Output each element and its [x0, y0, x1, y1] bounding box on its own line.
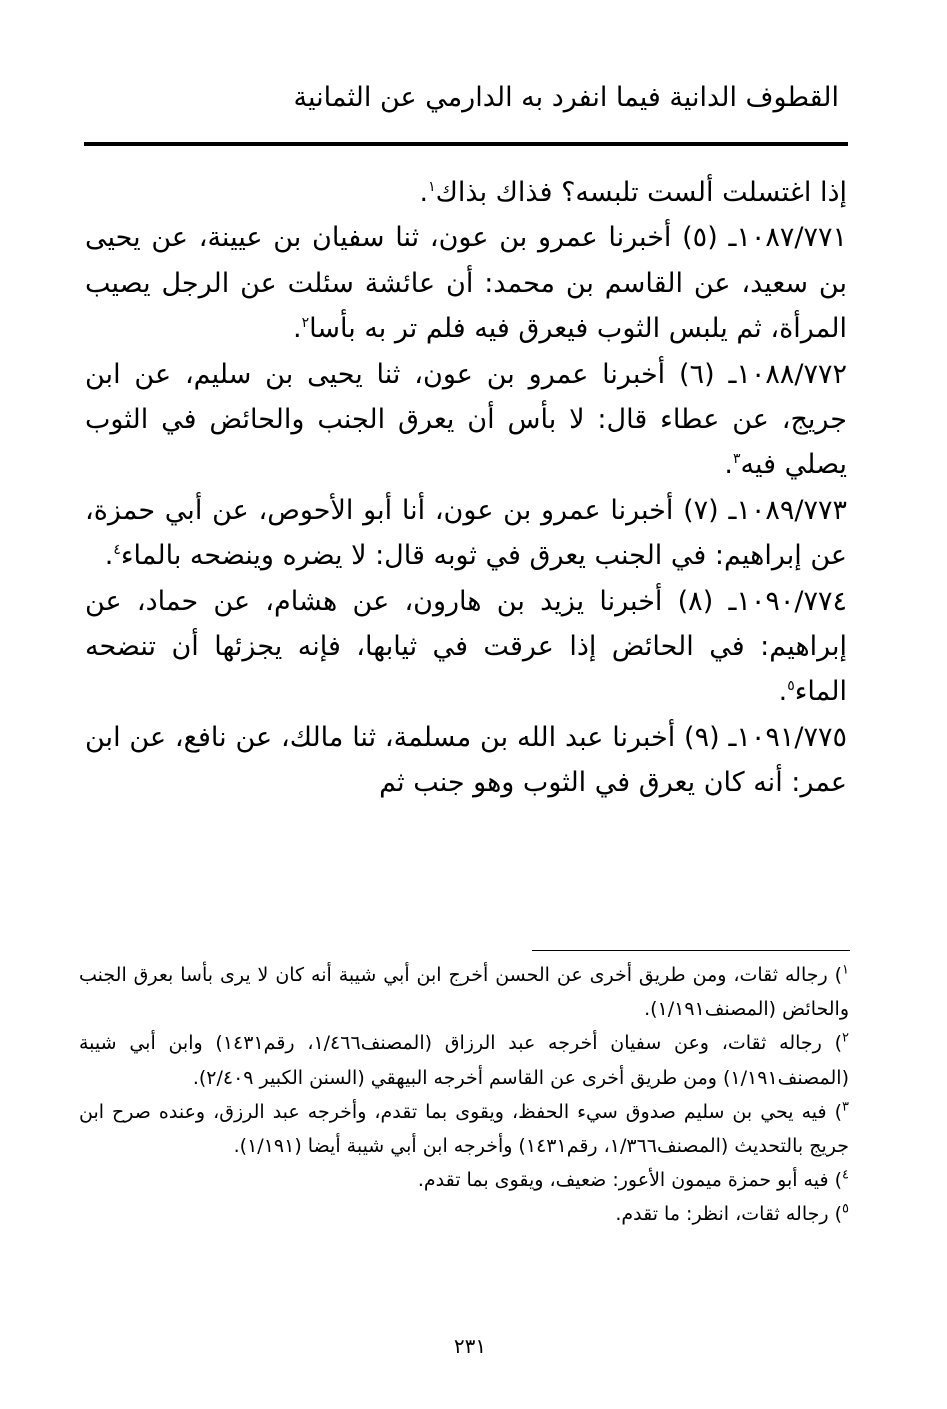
footnote-ref-5: ٥ — [787, 678, 795, 695]
footnote-ref-2: ٢ — [301, 315, 310, 332]
page-number: ٢٣١ — [453, 1334, 487, 1358]
footnote-3: $^٣$) فيه يحي بن سليم صدوق سيء الحفظ، ويقوى بما تقدم، وأخرجه عبد الرزق، وعنده صرح ابن جريج بالتحديث (المصنف١/٣٦٦، رقم١٤٣١) وأخرجه ابن أبي شيبة أيضا (١/١٩١). — [79, 1099, 849, 1158]
footnote-5: $^٥$) رجاله ثقات، انظر: ما تقدم. — [615, 1202, 849, 1226]
hadith-1088: ١٠٨٨/٧٧٢ـ (٦) أخبرنا عمرو بن عون، ثنا يحيى بن سليم، عن ابن جريج، عن عطاء قال: لا بأس أن يعرق الجنب والحائض في الثوب يصلي فيه$^٣$. — [85, 358, 848, 481]
footnote-1: $^١$) رجاله ثقات، ومن طريق أخرى عن الحسن أخرج ابن أبي شيبة أنه كان لا يرى بأسا بعرق الجنب والحائض (المصنف١/١٩١). — [79, 962, 849, 1021]
footnote-2: $^٢$) رجاله ثقات، وعن سفيان أخرجه عبد الرزاق (المصنف١/٤٦٦، رقم١٤٣١) وابن أبي شيبة (المصنف١/١٩١) ومن طريق أخرى عن القاسم أخرجه البيهقي (السنن الكبير ٢/٤٠٩). — [79, 1031, 849, 1089]
hadith-1087: ١٠٨٧/٧٧١ـ (٥) أخبرنا عمرو بن عون، ثنا سفيان بن عيينة، عن يحيى بن سعيد، عن القاسم بن محمد: أن عائشة سئلت عن الرجل يصيب المرأة، ثم يلبس الثوب فيعرق فيه فلم تر به بأسا$^٢$. — [85, 222, 847, 345]
footnote-ref-4: ٤ — [113, 542, 121, 559]
running-header: القطوف الدانية فيما انفرد به الدارمي عن الثمانية — [293, 82, 839, 113]
hadith-1091: ١٠٩١/٧٧٥ـ (٩) أخبرنا عبد الله بن مسلمة، ثنا مالك، عن نافع، عن ابن عمر: أنه كان يعرق في الثوب وهو جنب ثم — [85, 721, 848, 799]
paragraph-1: إذا اغتسلت ألست تلبسه؟ فذاك بذاك$^١$. — [419, 177, 847, 208]
footnote-rule — [532, 950, 850, 951]
footnote-4: $^٤$) فيه أبو حمزة ميمون الأعور: ضعيف، ويقوى بما تقدم. — [417, 1167, 849, 1192]
footnote-ref-3: ٣ — [732, 451, 741, 468]
hadith-1089: ١٠٨٩/٧٧٣ـ (٧) أخبرنا عمرو بن عون، أنا أبو الأحوص، عن أبي حمزة، عن إبراهيم: في الجنب يعرق في ثوبه قال: لا يضره وينضحه بالماء$^٤$. — [85, 494, 847, 572]
main-text — [85, 170, 847, 806]
footnote-ref-1: ١ — [428, 179, 436, 195]
header-rule — [84, 142, 848, 146]
footnotes — [79, 958, 849, 1232]
hadith-1090: ١٠٩٠/٧٧٤ـ (٨) أخبرنا يزيد بن هارون، عن هشام، عن حماد، عن إبراهيم: في الحائض إذا عرقت في ثيابها، فإنه يجزئها أن تنضحه الماء$^٥$. — [85, 585, 847, 708]
